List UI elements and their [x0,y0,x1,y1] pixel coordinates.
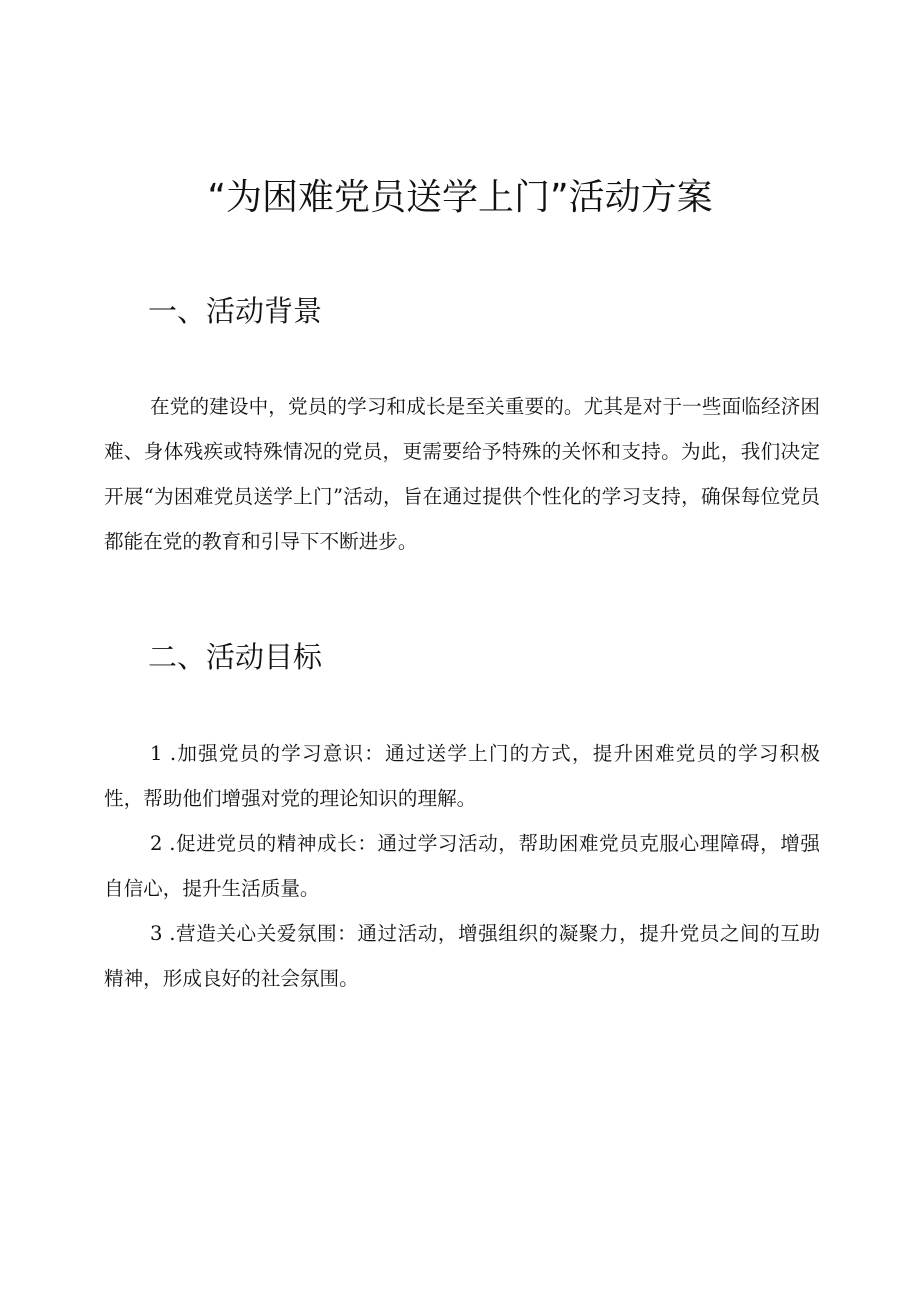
section-heading-goals: 二、活动目标 [148,640,323,674]
goal-item: 2 .促进党员的精神成长：通过学习活动，帮助困难党员克服心理障碍，增强自信心，提升生活质量。 [104,832,820,900]
goal-item: 1 .加强党员的学习意识：通过送学上门的方式，提升困难党员的学习积极性，帮助他们增强对党的理论知识的理解。 [104,742,820,810]
goal-item: 3 .营造关心关爱氛围：通过活动，增强组织的凝聚力，提升党员之间的互助精神，形成良好的社会氛围。 [104,922,820,990]
background-paragraph: 在党的建设中，党员的学习和成长是至关重要的。尤其是对于一些面临经济困难、身体残疾或特殊情况的党员，更需要给予特殊的关怀和支持。为此，我们决定开展“为困难党员送学上门”活动，旨在通过提供个性化的学习支持，确保每位党员都能在党的教育和引导下不断进步。 [104,395,820,553]
section-heading-background: 一、活动背景 [148,294,323,328]
document-title: “为困难党员送学上门”活动方案 [207,177,713,218]
